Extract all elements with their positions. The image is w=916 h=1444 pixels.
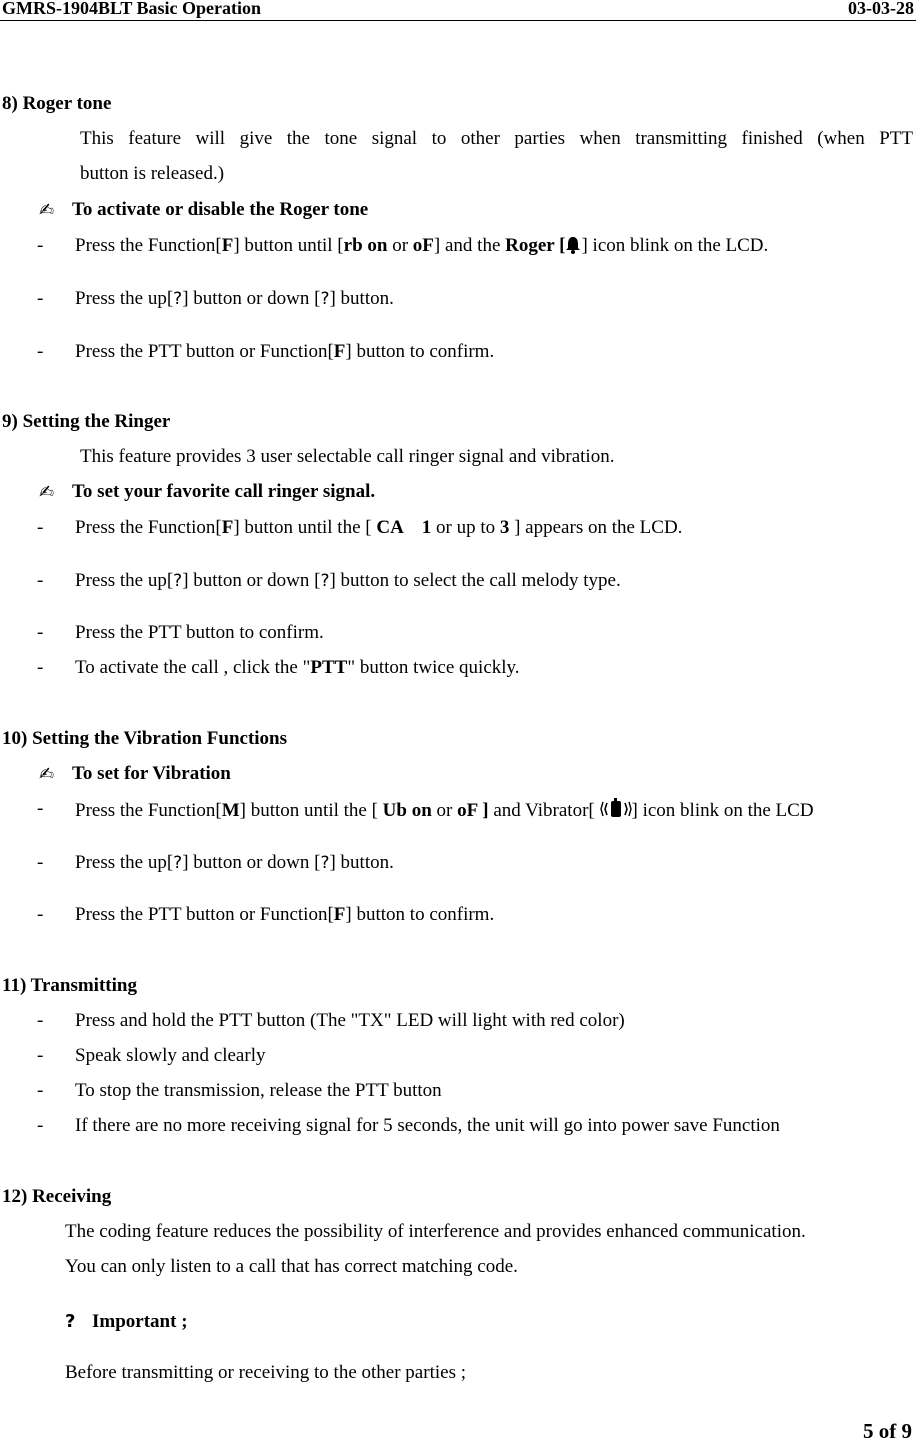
pen-icon: ✍ [39,482,55,503]
vibration-subheading: To set for Vibration [72,763,231,784]
ringer-step-1: Press the Function[F] button until the [ CA 1 or up to 3 ] appears on the LCD. [75,517,683,538]
vibration-step-3: Press the PTT button or Function[F] button to confirm. [75,904,495,925]
pen-icon: ✍ [39,764,55,785]
up-arrow-glyph: ? [173,571,183,591]
roger-subheading: To activate or disable the Roger tone [72,199,369,220]
receiving-before-text: Before transmitting or receiving to the other parties ; [65,1362,466,1383]
section-heading-transmitting: 11) Transmitting [2,975,137,996]
roger-step-2: Press the up[?] button or down [?] button. [75,288,394,309]
bullet-dash: - [37,517,44,538]
bullet-dash: - [37,798,44,819]
roger-description-line1: This feature will give the tone signal to other parties when transmitting finished (when PTT [80,128,913,149]
down-arrow-glyph: ? [320,571,330,591]
bell-icon [565,236,581,254]
receiving-line-1: The coding feature reduces the possibility of interference and provides enhanced communication. [65,1221,806,1242]
document-title: GMRS-1904BLT Basic Operation [2,0,262,18]
ringer-step-4: To activate the call , click the "PTT" button twice quickly. [75,657,520,678]
important-mark: ? [65,1311,76,1332]
bullet-dash: - [37,622,44,643]
bullet-dash: - [37,1115,44,1136]
pen-icon: ✍ [39,200,55,221]
bullet-dash: - [37,904,44,925]
bullet-dash: - [37,852,44,873]
bullet-dash: - [37,1080,44,1101]
bullet-dash: - [37,657,44,678]
roger-description-line2: button is released.) [80,163,225,184]
vibration-step-1: Press the Function[M] button until the [ Ub on or oF ] and Vibrator[ ] icon blink on the LCD [75,800,814,821]
ringer-subheading: To set your favorite call ringer signal. [72,481,376,502]
bullet-dash: - [37,288,44,309]
page-number: 5 of 9 [863,1419,912,1443]
bullet-dash: - [37,1010,44,1031]
roger-step-1: Press the Function[F] button until [rb on or oF] and the Roger [ ] icon blink on the LCD. [75,235,769,256]
bullet-dash: - [37,1045,44,1066]
ringer-step-3: Press the PTT button to confirm. [75,622,324,643]
ringer-description: This feature provides 3 user selectable call ringer signal and vibration. [80,446,615,467]
bullet-dash: - [37,570,44,591]
section-heading-roger-tone: 8) Roger tone [2,93,112,114]
receiving-line-2: You can only listen to a call that has correct matching code. [65,1256,518,1277]
down-arrow-glyph: ? [320,289,330,309]
transmitting-step-1: Press and hold the PTT button (The "TX" LED will light with red color) [75,1010,625,1031]
document-date: 03-03-28 [848,0,914,18]
transmitting-step-4: If there are no more receiving signal for 5 seconds, the unit will go into power save Function [75,1115,780,1136]
bullet-dash: - [37,341,44,362]
vibrator-icon [600,798,632,820]
transmitting-step-2: Speak slowly and clearly [75,1045,266,1066]
ringer-step-2: Press the up[?] button or down [?] button to select the call melody type. [75,570,621,591]
header-rule [0,20,916,21]
bullet-dash: - [37,235,44,256]
section-heading-ringer: 9) Setting the Ringer [2,411,171,432]
important-label: Important ; [92,1311,188,1332]
section-heading-receiving: 12) Receiving [2,1186,112,1207]
down-arrow-glyph: ? [320,853,330,873]
section-heading-vibration: 10) Setting the Vibration Functions [2,728,288,749]
vibration-step-2: Press the up[?] button or down [?] button. [75,852,394,873]
roger-step-3: Press the PTT button or Function[F] button to confirm. [75,341,495,362]
up-arrow-glyph: ? [173,853,183,873]
up-arrow-glyph: ? [173,289,183,309]
transmitting-step-3: To stop the transmission, release the PTT button [75,1080,442,1101]
